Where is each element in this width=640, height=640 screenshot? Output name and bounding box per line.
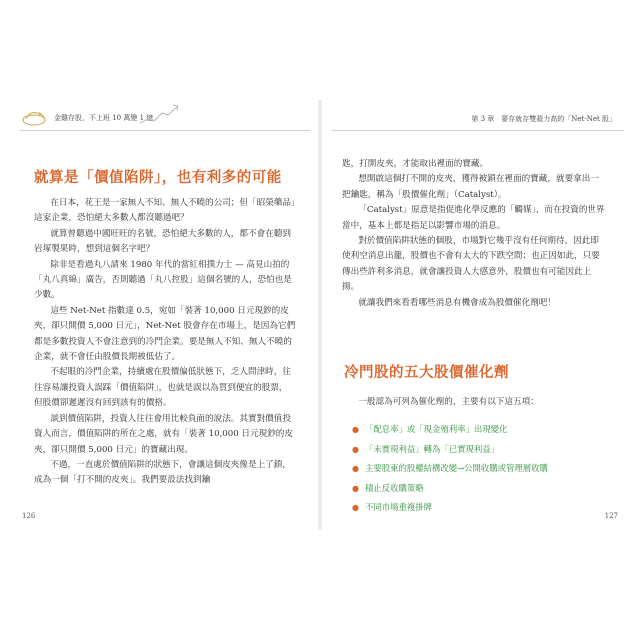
left-paragraph-2: 就算曾聽過中國旺旺的名號，恐怕絕大多數的人，都不會在聽到岩塚製果時，想到這個名字吧？ bbox=[34, 228, 291, 255]
left-page-number: 126 bbox=[22, 512, 36, 520]
left-section-heading: 就算是「價值陷阱」，也有利多的可能 bbox=[34, 169, 282, 186]
catalyst-item-text: 積止反收購策略 bbox=[364, 482, 424, 493]
right-paragraph-1: 匙，打開皮夾，才能取出裡面的寶藏。 bbox=[342, 159, 489, 169]
golden-hen-icon bbox=[20, 107, 50, 127]
right-header-rule bbox=[332, 130, 624, 131]
list-item bbox=[352, 498, 548, 518]
catalyst-item-text: 「未實現利益」轉為「已實現利益」 bbox=[364, 443, 499, 454]
bullet-dot-icon: ● bbox=[352, 503, 359, 513]
left-paragraph-5: 不起眼的冷門企業，持續處在股價偏低狀態下，乏人問津時，往往容易讓投資人誤踩「價值陷阱」，也就是誤以為買到便宜的股票，但股價卻遲遲沒有回到該有的價格。 bbox=[34, 367, 291, 409]
left-paragraph-7: 不過，一直處於價值陷阱的狀態下，會讓這個皮夾像是上了鎖，成為一個「打不開的皮夾」。我們要設法找到鑰 bbox=[34, 459, 291, 486]
right-body-text bbox=[342, 157, 606, 311]
left-running-header bbox=[18, 101, 308, 131]
right-section-heading: 冷門股的五大股價催化劑 bbox=[344, 364, 509, 381]
left-body-text bbox=[34, 196, 296, 489]
list-item bbox=[352, 440, 548, 460]
right-paragraph-2: 想開啟這個打不開的皮夾，獲得被鎖在裡面的寶藏，就要拿出一把鑰匙，稱為「股價催化劑」（Catalyst）。 bbox=[342, 174, 599, 200]
catalyst-item-text: 不同市場重複掛牌 bbox=[364, 502, 432, 513]
right-running-header: 第 3 章 要存就存雙殺力高的「Net-Net 股」 bbox=[471, 115, 616, 123]
list-item bbox=[352, 479, 548, 499]
right-page-number: 127 bbox=[604, 512, 618, 520]
list-item bbox=[352, 420, 548, 440]
left-header-rule bbox=[20, 130, 310, 131]
left-paragraph-6: 談到價值陷阱，投資人往往會用比較負面的說法。其實對價值投資人而言，價值陷阱的所在之處，就有「裝著 10,000 日元現鈔的皮夾，卻只開價 5,000 日元」的寶藏出現。 bbox=[34, 413, 293, 455]
catalyst-intro: 一般認為可列為催化劑的，主要有以下這五項： bbox=[358, 397, 539, 407]
catalyst-item-text: 主要股東的股權結構改變→公開收購或管理層收購 bbox=[364, 463, 548, 474]
list-item bbox=[352, 459, 548, 479]
right-paragraph-3: 「Catalyst」原意是指促進化學反應的「觸媒」，而在投資的世界當中，基本上都是指足以影響市場的消息。 bbox=[342, 205, 605, 231]
left-paragraph-4: 這些 Net-Net 指數達 0.5，宛如「裝著 10,000 日元現鈔的皮夾，卻只開價 5,000 日元」，Net-Net 股會存在市場上，是因為它們都是多數投資人不會注意到的冷門企業。要是無人不知、無人不曉的企業，就不會任由股價長期被低估了。 bbox=[34, 305, 296, 363]
catalyst-list bbox=[352, 420, 548, 518]
right-paragraph-5: 就讓我們來看看哪些消息有機會成為股價催化劑吧！ bbox=[358, 297, 556, 308]
rising-arrow-icon bbox=[138, 101, 186, 127]
spine-shadow bbox=[318, 100, 322, 530]
bullet-dot-icon: ● bbox=[352, 425, 359, 434]
bullet-dot-icon: ● bbox=[352, 483, 359, 493]
bullet-dot-icon: ● bbox=[352, 464, 359, 474]
left-running-header-text: 金雞存股，不上班 10 萬變 1 億 bbox=[54, 114, 154, 122]
left-paragraph-1: 在日本，花王是一家無人不知、無人不曉的公司；但「昭榮藥品」這家企業，恐怕絕大多數人都沒聽過吧？ bbox=[34, 198, 296, 224]
bullet-dot-icon: ● bbox=[352, 444, 359, 454]
left-paragraph-3: 除非是看過丸八請來 1980 年代的當紅相撲力士 — 高見山拍的「丸八真綿」廣告，否則聽過「丸八控股」這個名號的人，恐怕也是少數。 bbox=[34, 259, 292, 301]
right-paragraph-4: 對於價值陷阱狀態的個股，市場對它幾乎沒有任何期待，因此即使利空消息出籠，股價也不會有太大的下跌空間；也正因如此，只要傳出些許利多消息，就會讓投資人大感意外，股價也有可能因此上揚。 bbox=[342, 236, 600, 293]
catalyst-item-text: 「配息率」或「現金殖利率」出現變化 bbox=[364, 424, 508, 434]
